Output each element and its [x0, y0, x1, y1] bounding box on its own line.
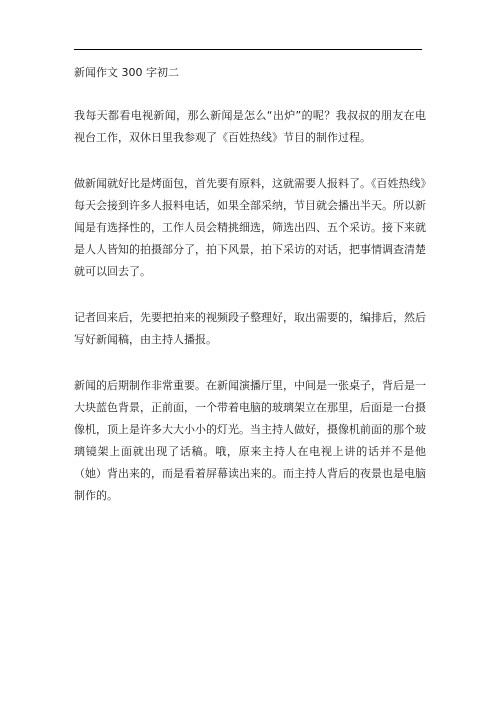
- paragraph-reporting: 做新闻就好比是烤面包，首先要有原料，这就需要人报料了。《百姓热线》每天会接到许多人报料电话，如果全部采纳，节目就会播出半天。所以新闻是有选择性的，工作人员会精挑细选，筛选出四、五个采访。接下来就是人人皆知的拍摄部分了，拍下风景，拍下采访的对话，把事情调查清楚就可以回去了。: [74, 177, 426, 278]
- document-title: 新闻作文 300 字初二: [74, 66, 179, 79]
- paragraph-intro: 我每天都看电视新闻，那么新闻是怎么“出炉”的呢？我叔叔的朋友在电视台工作，双休日里我参观了《百姓热线》节目的制作过程。: [74, 109, 426, 144]
- header-rule: [74, 49, 422, 50]
- paragraph-editing: 记者回来后，先要把拍来的视频段子整理好，取出需要的，编排后，然后写好新闻稿，由主持人播报。: [74, 311, 426, 346]
- document-body: [74, 63, 426, 531]
- paragraph-studio: 新闻的后期制作非常重要。在新闻演播厅里，中间是一张桌子，背后是一大块蓝色背景，正前面，一个带着电脑的玻璃架立在那里，后面是一台摄像机，顶上是许多大大小小的灯光。当主持人做好，摄像机前面的那个玻璃镜架上面就出现了话稿。哦，原来主持人在电视上讲的话并不是他（她）背出来的，而是看着屏幕读出来的。而主持人背后的夜景也是电脑制作的。: [74, 379, 426, 502]
